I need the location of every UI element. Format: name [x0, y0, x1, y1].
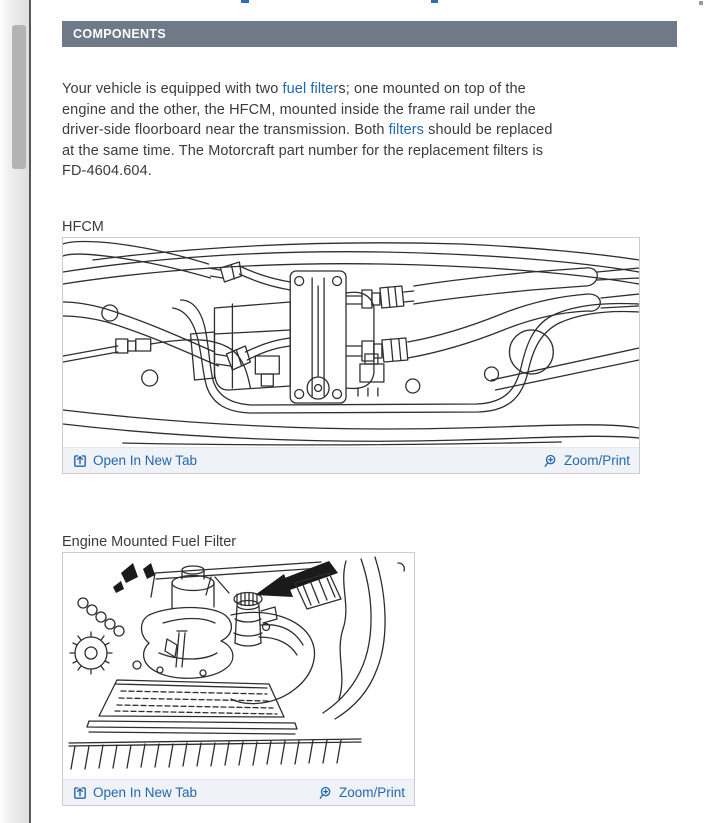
paragraph-text: Your vehicle is equipped with two	[62, 81, 283, 97]
inline-text-link[interactable]: filters	[388, 122, 425, 138]
zoom-print-icon	[544, 454, 558, 468]
zoom-print-label: Zoom/Print	[338, 785, 405, 800]
figure-caption-hfcm: HFCM	[62, 219, 104, 235]
open-in-new-tab-icon	[73, 454, 87, 468]
clipped-text-fragment	[241, 0, 249, 3]
components-header	[62, 21, 677, 47]
left-scrollbar-thumb[interactable]	[12, 25, 26, 169]
figure-toolbar	[63, 779, 414, 805]
open-in-new-tab-label: Open In New Tab	[93, 453, 198, 468]
intro-paragraph	[62, 79, 556, 182]
left-scrollbar-track[interactable]	[0, 0, 29, 823]
zoom-print-label: Zoom/Print	[563, 453, 630, 468]
components-header-label: COMPONENTS	[73, 27, 167, 41]
inline-text-link[interactable]: fuel filter	[282, 81, 339, 97]
open-in-new-tab-link[interactable]	[73, 453, 197, 468]
clipped-text-fragment	[431, 0, 438, 3]
figure-toolbar	[63, 447, 639, 473]
zoom-print-icon	[319, 786, 333, 800]
zoom-print-link[interactable]	[544, 453, 630, 468]
figure-engine-filter	[62, 552, 415, 806]
open-in-new-tab-label: Open In New Tab	[93, 785, 198, 800]
open-in-new-tab-icon	[73, 786, 87, 800]
hfcm-diagram-svg	[63, 238, 639, 447]
paragraph-text: s; one mounted on top of the engine and the other, the HFCM, mounted inside the frame rail under the driver-side floorboard near the transmission. Both	[62, 81, 536, 138]
hfcm-diagram-image	[63, 238, 639, 447]
open-in-new-tab-link[interactable]	[73, 785, 197, 800]
figure-caption-engine-filter: Engine Mounted Fuel Filter	[62, 534, 237, 550]
engine-filter-diagram-svg	[63, 553, 414, 779]
zoom-print-link[interactable]	[319, 785, 405, 800]
engine-filter-diagram-image	[63, 553, 414, 779]
page-edge-divider	[29, 0, 31, 823]
clipped-corner-fragment	[699, 1, 703, 5]
figure-hfcm	[62, 237, 640, 474]
paragraph-text: should be replaced at the same time. The Motorcraft part number for the replacement filters is FD-4604.604.	[62, 122, 553, 179]
